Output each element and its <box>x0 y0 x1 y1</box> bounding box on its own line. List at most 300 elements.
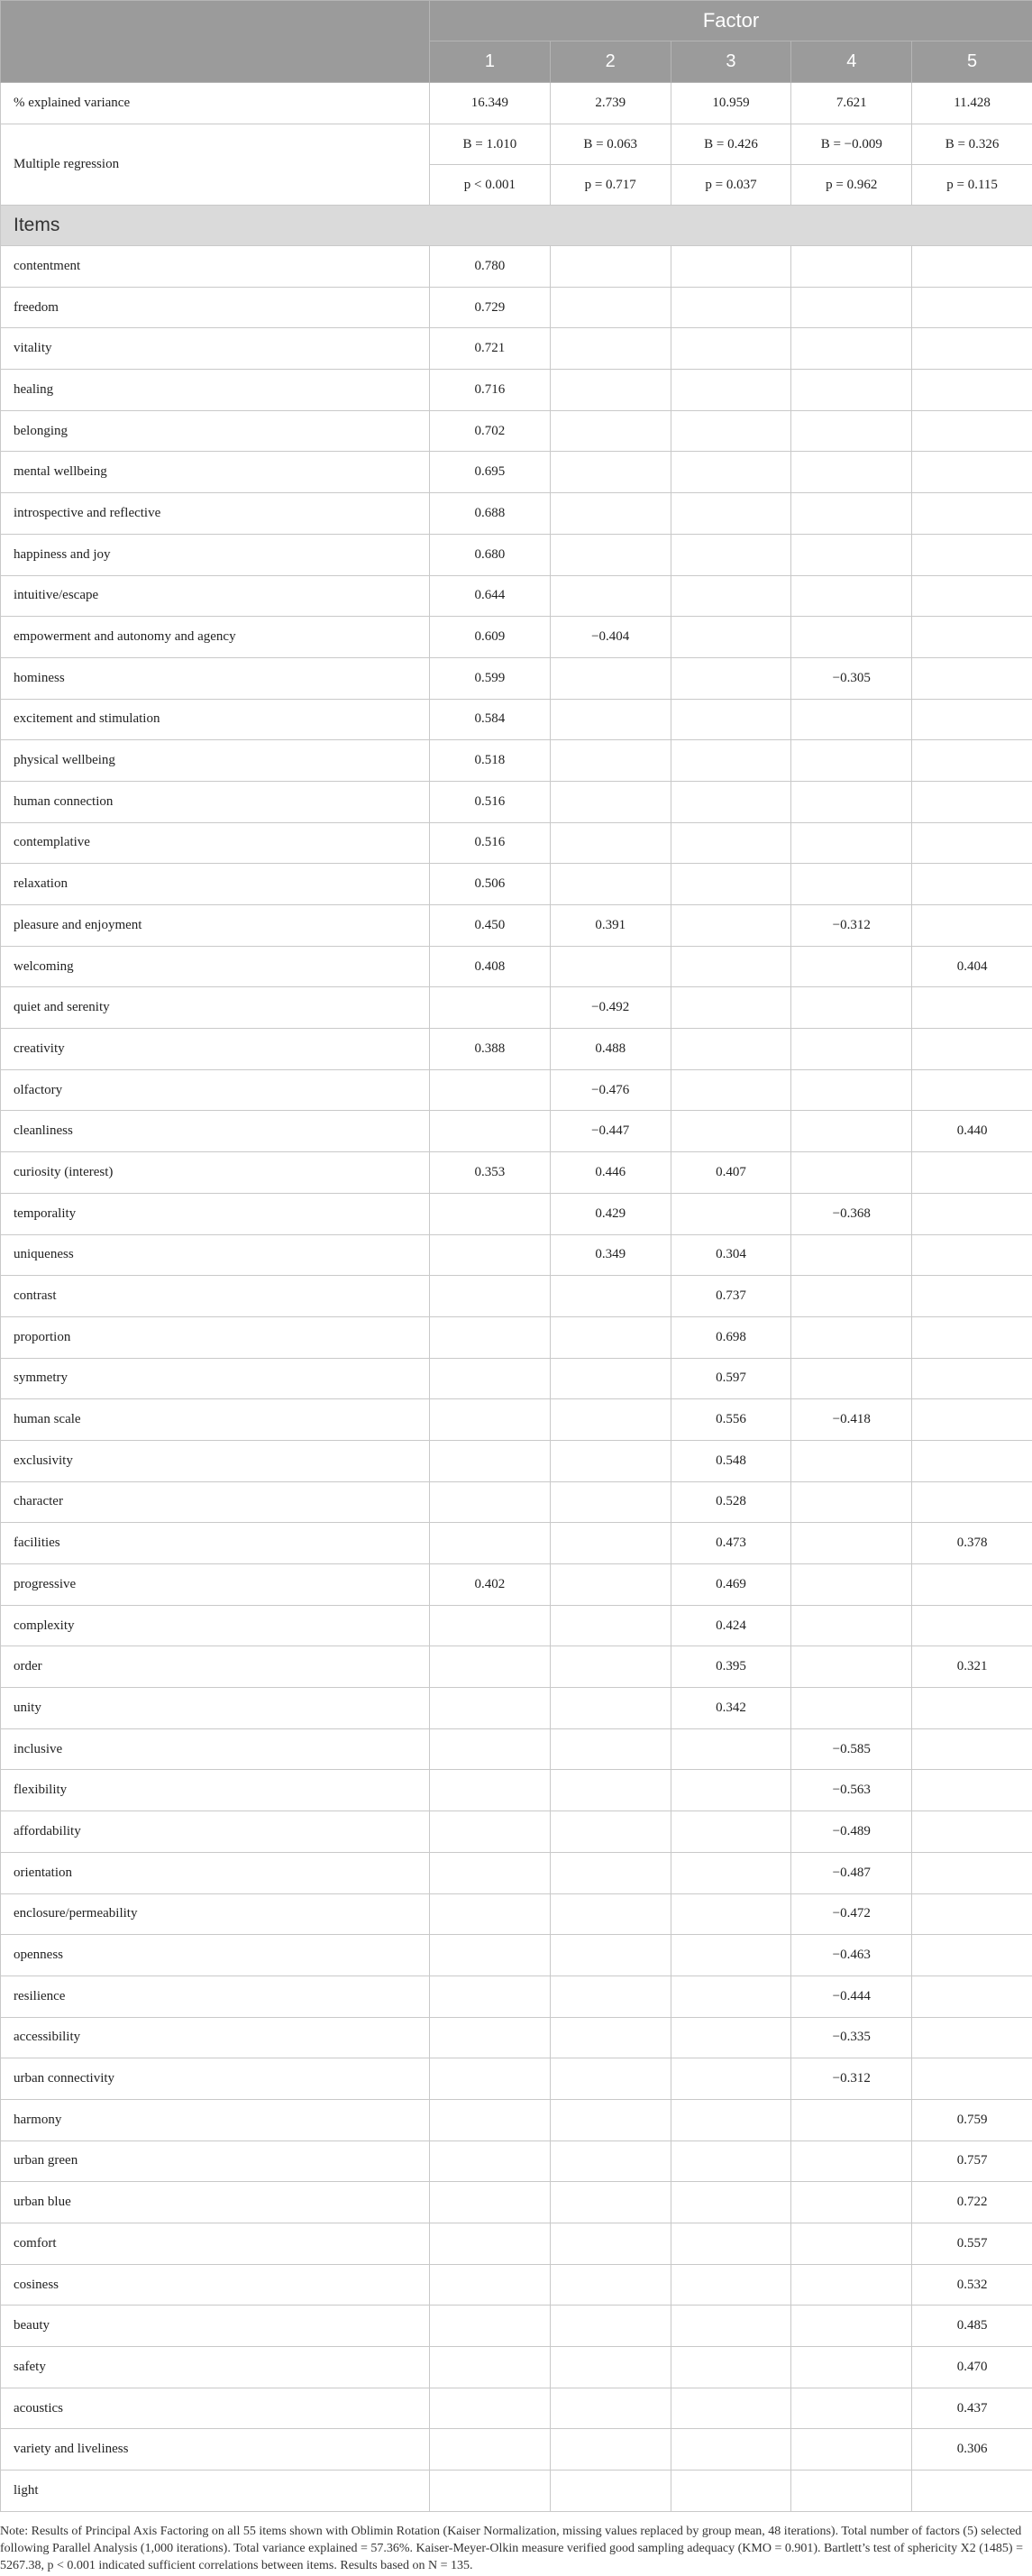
table-row <box>1 534 1032 575</box>
loading-cell-factor-4 <box>791 1276 912 1317</box>
table-row <box>1 1811 1032 1853</box>
item-name: creativity <box>1 1029 430 1070</box>
item-name: harmony <box>1 2099 430 2141</box>
table-row <box>1 1523 1032 1564</box>
loading-cell-factor-3 <box>671 1976 791 2017</box>
regression-p-value: p = 0.037 <box>671 165 791 206</box>
table-row <box>1 617 1032 658</box>
item-name: contentment <box>1 246 430 288</box>
loading-cell-factor-4 <box>791 328 912 370</box>
loading-cell-factor-5 <box>912 370 1032 411</box>
loading-cell-factor-1 <box>430 1440 551 1481</box>
explained-variance-value: 10.959 <box>671 83 791 124</box>
loading-cell-factor-5: 0.306 <box>912 2429 1032 2471</box>
factor-header: Factor <box>430 1 1032 41</box>
loading-cell-factor-2 <box>550 1976 671 2017</box>
loading-cell-factor-4 <box>791 534 912 575</box>
loading-cell-factor-5 <box>912 1316 1032 1358</box>
loading-cell-factor-3 <box>671 1935 791 1976</box>
loading-cell-factor-3: 0.597 <box>671 1358 791 1399</box>
loading-cell-factor-3 <box>671 410 791 452</box>
item-name: urban connectivity <box>1 2058 430 2100</box>
loading-cell-factor-4 <box>791 864 912 905</box>
regression-b-value: B = 1.010 <box>430 124 551 165</box>
item-name: relaxation <box>1 864 430 905</box>
loading-cell-factor-1 <box>430 1276 551 1317</box>
loading-cell-factor-2: 0.446 <box>550 1152 671 1194</box>
loading-cell-factor-3: 0.737 <box>671 1276 791 1317</box>
loading-cell-factor-4 <box>791 822 912 864</box>
loading-cell-factor-1 <box>430 1234 551 1276</box>
loading-cell-factor-4 <box>791 2099 912 2141</box>
loading-cell-factor-1 <box>430 987 551 1029</box>
loading-cell-factor-1: 0.688 <box>430 493 551 535</box>
loading-cell-factor-1: 0.408 <box>430 946 551 987</box>
loading-cell-factor-2: 0.488 <box>550 1029 671 1070</box>
item-name: physical wellbeing <box>1 740 430 782</box>
loading-cell-factor-4: −0.444 <box>791 1976 912 2017</box>
loading-cell-factor-5 <box>912 1605 1032 1646</box>
loading-cell-factor-1 <box>430 2141 551 2182</box>
factor-number-1: 1 <box>430 41 551 83</box>
explained-variance-value: 7.621 <box>791 83 912 124</box>
loading-cell-factor-5 <box>912 987 1032 1029</box>
loading-cell-factor-5 <box>912 1399 1032 1441</box>
table-row <box>1 2058 1032 2100</box>
loading-cell-factor-3 <box>671 657 791 699</box>
loading-cell-factor-2 <box>550 1852 671 1893</box>
item-name: empowerment and autonomy and agency <box>1 617 430 658</box>
item-name: order <box>1 1646 430 1688</box>
items-section-header: Items <box>1 206 1032 246</box>
table-row <box>1 370 1032 411</box>
loading-cell-factor-4 <box>791 2264 912 2306</box>
loading-cell-factor-2: −0.492 <box>550 987 671 1029</box>
loading-cell-factor-5 <box>912 1688 1032 1729</box>
loading-cell-factor-2 <box>550 410 671 452</box>
loading-cell-factor-3 <box>671 287 791 328</box>
loading-cell-factor-2 <box>550 1523 671 1564</box>
loading-cell-factor-5: 0.485 <box>912 2306 1032 2347</box>
table-row <box>1 1688 1032 1729</box>
loading-cell-factor-5 <box>912 657 1032 699</box>
loading-cell-factor-5 <box>912 1976 1032 2017</box>
loading-cell-factor-4 <box>791 246 912 288</box>
loading-cell-factor-1: 0.780 <box>430 246 551 288</box>
loading-cell-factor-5 <box>912 740 1032 782</box>
loading-cell-factor-2 <box>550 370 671 411</box>
loading-cell-factor-1: 0.584 <box>430 699 551 740</box>
item-name: urban blue <box>1 2182 430 2223</box>
loading-cell-factor-2 <box>550 575 671 617</box>
loading-cell-factor-1 <box>430 2058 551 2100</box>
table-row <box>1 1605 1032 1646</box>
item-name: complexity <box>1 1605 430 1646</box>
item-name: temporality <box>1 1193 430 1234</box>
table-row <box>1 699 1032 740</box>
table-row <box>1 1852 1032 1893</box>
loading-cell-factor-1 <box>430 1523 551 1564</box>
loading-cell-factor-3 <box>671 2264 791 2306</box>
regression-b-value: B = 0.326 <box>912 124 1032 165</box>
loading-cell-factor-1 <box>430 2388 551 2429</box>
loading-cell-factor-2 <box>550 328 671 370</box>
loading-cell-factor-5 <box>912 1935 1032 1976</box>
item-name: happiness and joy <box>1 534 430 575</box>
loading-cell-factor-4 <box>791 1605 912 1646</box>
loading-cell-factor-2 <box>550 2141 671 2182</box>
loading-cell-factor-5 <box>912 1358 1032 1399</box>
loading-cell-factor-3 <box>671 2141 791 2182</box>
table-row <box>1 946 1032 987</box>
item-name: contrast <box>1 1276 430 1317</box>
loading-cell-factor-5 <box>912 452 1032 493</box>
loading-cell-factor-2: 0.429 <box>550 1193 671 1234</box>
loading-cell-factor-3 <box>671 740 791 782</box>
loading-cell-factor-4: −0.563 <box>791 1770 912 1811</box>
loading-cell-factor-4 <box>791 617 912 658</box>
loading-cell-factor-3: 0.473 <box>671 1523 791 1564</box>
loading-cell-factor-3 <box>671 699 791 740</box>
loading-cell-factor-3 <box>671 781 791 822</box>
loading-cell-factor-5 <box>912 905 1032 947</box>
item-name: cleanliness <box>1 1111 430 1152</box>
item-name: acoustics <box>1 2388 430 2429</box>
loading-cell-factor-4 <box>791 2429 912 2471</box>
loading-cell-factor-2 <box>550 1811 671 1853</box>
loading-cell-factor-4 <box>791 410 912 452</box>
loading-cell-factor-4 <box>791 575 912 617</box>
loading-cell-factor-4 <box>791 2471 912 2512</box>
loading-cell-factor-3 <box>671 2347 791 2388</box>
table-row <box>1 1358 1032 1399</box>
table-row <box>1 246 1032 288</box>
loading-cell-factor-2 <box>550 1564 671 1606</box>
loading-cell-factor-5: 0.532 <box>912 2264 1032 2306</box>
table-row <box>1 452 1032 493</box>
loading-cell-factor-4 <box>791 2223 912 2265</box>
loading-cell-factor-1 <box>430 2223 551 2265</box>
item-name: vitality <box>1 328 430 370</box>
item-name: curiosity (interest) <box>1 1152 430 1194</box>
item-name: freedom <box>1 287 430 328</box>
table-row <box>1 2099 1032 2141</box>
loading-cell-factor-5 <box>912 1852 1032 1893</box>
loading-cell-factor-1 <box>430 1728 551 1770</box>
loading-cell-factor-2: 0.391 <box>550 905 671 947</box>
loading-cell-factor-5 <box>912 1193 1032 1234</box>
loading-cell-factor-4: −0.312 <box>791 905 912 947</box>
loading-cell-factor-4: −0.418 <box>791 1399 912 1441</box>
item-name: variety and liveliness <box>1 2429 430 2471</box>
loading-cell-factor-5: 0.757 <box>912 2141 1032 2182</box>
item-name: flexibility <box>1 1770 430 1811</box>
loading-cell-factor-3 <box>671 1728 791 1770</box>
loading-cell-factor-2 <box>550 781 671 822</box>
loading-cell-factor-4 <box>791 287 912 328</box>
loading-cell-factor-2: 0.349 <box>550 1234 671 1276</box>
factor-number-3: 3 <box>671 41 791 83</box>
table-row <box>1 1111 1032 1152</box>
item-name: light <box>1 2471 430 2512</box>
loading-cell-factor-1 <box>430 2347 551 2388</box>
table-row <box>1 1069 1032 1111</box>
loading-cell-factor-2 <box>550 699 671 740</box>
loading-cell-factor-1: 0.506 <box>430 864 551 905</box>
loading-cell-factor-5 <box>912 575 1032 617</box>
loading-cell-factor-4 <box>791 1029 912 1070</box>
item-name: urban green <box>1 2141 430 2182</box>
loading-cell-factor-4 <box>791 946 912 987</box>
loading-cell-factor-3 <box>671 1852 791 1893</box>
loading-cell-factor-5 <box>912 1152 1032 1194</box>
table-row <box>1 2182 1032 2223</box>
table-row <box>1 2017 1032 2058</box>
explained-variance-label: % explained variance <box>1 83 430 124</box>
table-row <box>1 1564 1032 1606</box>
loading-cell-factor-3: 0.342 <box>671 1688 791 1729</box>
loading-cell-factor-5: 0.557 <box>912 2223 1032 2265</box>
loading-cell-factor-1 <box>430 1811 551 1853</box>
loading-cell-factor-3: 0.304 <box>671 1234 791 1276</box>
item-name: affordability <box>1 1811 430 1853</box>
loading-cell-factor-2 <box>550 657 671 699</box>
table-row <box>1 1234 1032 1276</box>
loading-cell-factor-4 <box>791 370 912 411</box>
loading-cell-factor-5 <box>912 410 1032 452</box>
loading-cell-factor-3 <box>671 1770 791 1811</box>
loading-cell-factor-2 <box>550 1688 671 1729</box>
loading-cell-factor-4 <box>791 2141 912 2182</box>
table-row <box>1 1316 1032 1358</box>
item-name: quiet and serenity <box>1 987 430 1029</box>
loading-cell-factor-1 <box>430 1935 551 1976</box>
explained-variance-row <box>1 83 1032 124</box>
item-name: accessibility <box>1 2017 430 2058</box>
loading-cell-factor-4 <box>791 1440 912 1481</box>
table-row <box>1 575 1032 617</box>
loading-cell-factor-1 <box>430 1358 551 1399</box>
loading-cell-factor-3 <box>671 2099 791 2141</box>
loading-cell-factor-1: 0.716 <box>430 370 551 411</box>
table-row <box>1 493 1032 535</box>
table-row <box>1 1728 1032 1770</box>
loading-cell-factor-5 <box>912 2058 1032 2100</box>
loading-cell-factor-4 <box>791 1152 912 1194</box>
item-name: human connection <box>1 781 430 822</box>
table-row <box>1 740 1032 782</box>
loading-cell-factor-1 <box>430 1976 551 2017</box>
item-name: hominess <box>1 657 430 699</box>
header-corner-cell <box>1 1 430 83</box>
table-row <box>1 2223 1032 2265</box>
table-note: Note: Results of Principal Axis Factoring on all 55 items shown with Oblimin Rotation (Kaiser Normalization, missing values replaced by group mean, 48 iterations). Total number of factors (5) selected following Parallel Analysis (1,000 iterations). Total variance explained = 57.36%. Kaiser-Meyer-Olkin measure verified good sampling adequacy (KMO = 0.901). Bartlett’s test of sphericity X2 (1485) = 5267.38, p < 0.001 indicated sufficient correlations between items. Results based on N = 135. <box>0 2524 1023 2572</box>
table-row <box>1 287 1032 328</box>
loading-cell-factor-3 <box>671 246 791 288</box>
loading-cell-factor-3 <box>671 905 791 947</box>
item-name: human scale <box>1 1399 430 1441</box>
loading-cell-factor-1 <box>430 2017 551 2058</box>
factor-number-4: 4 <box>791 41 912 83</box>
loading-cell-factor-4 <box>791 1646 912 1688</box>
loading-cell-factor-2 <box>550 452 671 493</box>
loading-cell-factor-2 <box>550 493 671 535</box>
loading-cell-factor-5 <box>912 781 1032 822</box>
loading-cell-factor-2 <box>550 1605 671 1646</box>
table-row <box>1 1029 1032 1070</box>
loading-cell-factor-2 <box>550 2347 671 2388</box>
loading-cell-factor-1 <box>430 1316 551 1358</box>
loading-cell-factor-1: 0.702 <box>430 410 551 452</box>
loading-cell-factor-5: 0.722 <box>912 2182 1032 2223</box>
item-name: belonging <box>1 410 430 452</box>
regression-b-row <box>1 124 1032 165</box>
loading-cell-factor-1 <box>430 1893 551 1935</box>
loading-cell-factor-2 <box>550 1770 671 1811</box>
item-name: symmetry <box>1 1358 430 1399</box>
loading-cell-factor-1: 0.680 <box>430 534 551 575</box>
loading-cell-factor-3 <box>671 1193 791 1234</box>
loading-cell-factor-1 <box>430 1481 551 1523</box>
item-name: exclusivity <box>1 1440 430 1481</box>
item-name: uniqueness <box>1 1234 430 1276</box>
loading-cell-factor-5 <box>912 493 1032 535</box>
loading-cell-factor-3 <box>671 2182 791 2223</box>
table-row <box>1 1152 1032 1194</box>
loading-cell-factor-3 <box>671 575 791 617</box>
table-row <box>1 1276 1032 1317</box>
loading-cell-factor-3 <box>671 370 791 411</box>
items-section-row <box>1 206 1032 246</box>
loading-cell-factor-3 <box>671 2429 791 2471</box>
table-row <box>1 2471 1032 2512</box>
loading-cell-factor-3 <box>671 617 791 658</box>
item-name: healing <box>1 370 430 411</box>
table-row <box>1 1399 1032 1441</box>
regression-b-value: B = 0.063 <box>550 124 671 165</box>
loading-cell-factor-1: 0.609 <box>430 617 551 658</box>
item-name: progressive <box>1 1564 430 1606</box>
loading-cell-factor-5 <box>912 1440 1032 1481</box>
loading-cell-factor-2 <box>550 2264 671 2306</box>
table-row <box>1 822 1032 864</box>
loading-cell-factor-1 <box>430 2429 551 2471</box>
loading-cell-factor-2: −0.447 <box>550 1111 671 1152</box>
item-name: resilience <box>1 1976 430 2017</box>
loading-cell-factor-1: 0.516 <box>430 822 551 864</box>
table-row <box>1 410 1032 452</box>
loading-cell-factor-2 <box>550 2058 671 2100</box>
loading-cell-factor-2 <box>550 864 671 905</box>
loading-cell-factor-5 <box>912 328 1032 370</box>
loading-cell-factor-5: 0.470 <box>912 2347 1032 2388</box>
loading-cell-factor-2 <box>550 2388 671 2429</box>
loading-cell-factor-4: −0.305 <box>791 657 912 699</box>
item-name: olfactory <box>1 1069 430 1111</box>
loading-cell-factor-2 <box>550 1399 671 1441</box>
table-row <box>1 1481 1032 1523</box>
loading-cell-factor-1: 0.721 <box>430 328 551 370</box>
loading-cell-factor-1 <box>430 2264 551 2306</box>
loading-cell-factor-3 <box>671 2058 791 2100</box>
loading-cell-factor-3: 0.556 <box>671 1399 791 1441</box>
loading-cell-factor-1: 0.644 <box>430 575 551 617</box>
loading-cell-factor-3: 0.548 <box>671 1440 791 1481</box>
loading-cell-factor-4 <box>791 2306 912 2347</box>
loading-cell-factor-1: 0.450 <box>430 905 551 947</box>
loading-cell-factor-5: 0.378 <box>912 1523 1032 1564</box>
loading-cell-factor-5 <box>912 1564 1032 1606</box>
loading-cell-factor-2 <box>550 2429 671 2471</box>
table-row <box>1 1770 1032 1811</box>
loading-cell-factor-1 <box>430 1399 551 1441</box>
loading-cell-factor-5 <box>912 534 1032 575</box>
loading-cell-factor-4: −0.487 <box>791 1852 912 1893</box>
loading-cell-factor-4 <box>791 1688 912 1729</box>
table-row <box>1 987 1032 1029</box>
loading-cell-factor-1 <box>430 1646 551 1688</box>
loading-cell-factor-1: 0.729 <box>430 287 551 328</box>
item-name: welcoming <box>1 946 430 987</box>
loading-cell-factor-5 <box>912 822 1032 864</box>
loading-cell-factor-3 <box>671 2306 791 2347</box>
loading-cell-factor-5 <box>912 287 1032 328</box>
factor-number-5: 5 <box>912 41 1032 83</box>
loading-cell-factor-4 <box>791 1111 912 1152</box>
loading-cell-factor-3: 0.469 <box>671 1564 791 1606</box>
table-row <box>1 1193 1032 1234</box>
loading-cell-factor-2 <box>550 1481 671 1523</box>
loading-cell-factor-1 <box>430 1688 551 1729</box>
loading-cell-factor-2 <box>550 1646 671 1688</box>
loading-cell-factor-3 <box>671 1029 791 1070</box>
loading-cell-factor-4: −0.472 <box>791 1893 912 1935</box>
item-name: introspective and reflective <box>1 493 430 535</box>
regression-p-value: p = 0.717 <box>550 165 671 206</box>
loading-cell-factor-3 <box>671 452 791 493</box>
loading-cell-factor-4: −0.463 <box>791 1935 912 1976</box>
loading-cell-factor-3 <box>671 946 791 987</box>
loading-cell-factor-4 <box>791 1481 912 1523</box>
table-row <box>1 1646 1032 1688</box>
loading-cell-factor-4 <box>791 1523 912 1564</box>
loading-cell-factor-3 <box>671 1069 791 1111</box>
loading-cell-factor-5 <box>912 617 1032 658</box>
loading-cell-factor-5 <box>912 1728 1032 1770</box>
loading-cell-factor-4: −0.368 <box>791 1193 912 1234</box>
item-name: excitement and stimulation <box>1 699 430 740</box>
loading-cell-factor-1: 0.518 <box>430 740 551 782</box>
loading-cell-factor-4 <box>791 2182 912 2223</box>
item-name: mental wellbeing <box>1 452 430 493</box>
loading-cell-factor-4 <box>791 493 912 535</box>
loading-cell-factor-5 <box>912 1481 1032 1523</box>
loading-cell-factor-2 <box>550 246 671 288</box>
loading-cell-factor-5 <box>912 864 1032 905</box>
loading-cell-factor-3 <box>671 493 791 535</box>
loading-cell-factor-3: 0.407 <box>671 1152 791 1194</box>
loading-cell-factor-3 <box>671 987 791 1029</box>
table-row <box>1 1976 1032 2017</box>
item-name: facilities <box>1 1523 430 1564</box>
loading-cell-factor-2 <box>550 1440 671 1481</box>
loading-cell-factor-3: 0.698 <box>671 1316 791 1358</box>
item-name: proportion <box>1 1316 430 1358</box>
item-name: contemplative <box>1 822 430 864</box>
loading-cell-factor-4 <box>791 699 912 740</box>
factor-number-2: 2 <box>550 41 671 83</box>
loading-cell-factor-3 <box>671 534 791 575</box>
